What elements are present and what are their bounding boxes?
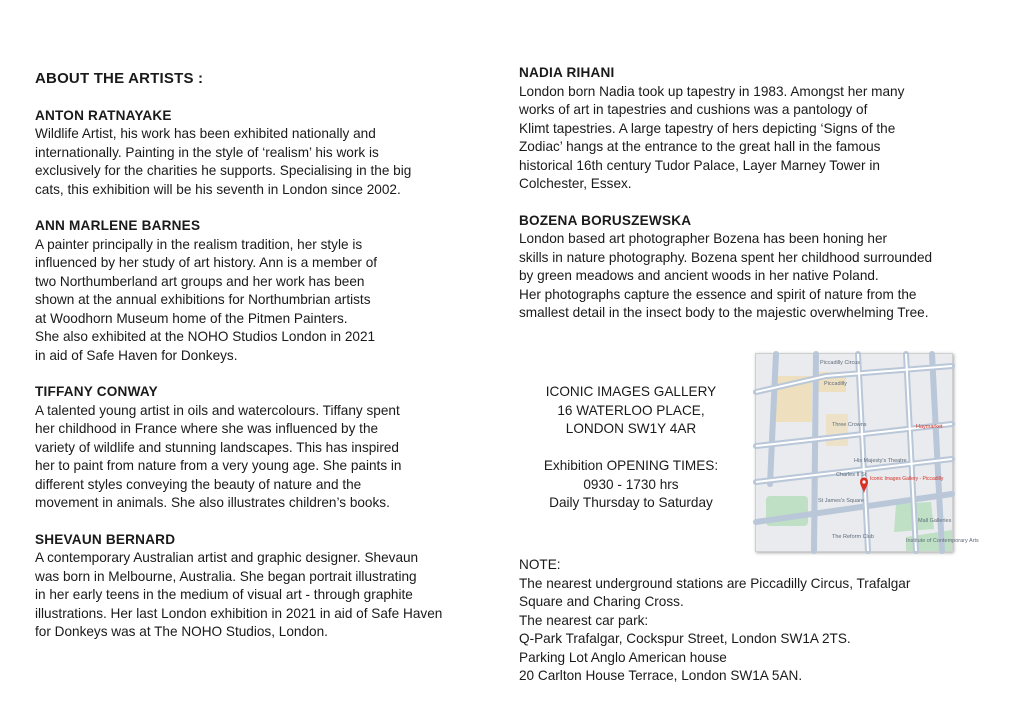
map-label-haymarket: Haymarket <box>916 424 943 430</box>
artist-bio-line: London based art photographer Bozena has been honing her <box>519 231 888 246</box>
page-title: ABOUT THE ARTISTS : <box>35 70 204 87</box>
artist-bio-line: her to paint from nature from a very young age. She paints in <box>35 458 402 473</box>
artist-name: ANTON RATNAYAKE <box>35 107 172 123</box>
artist-block <box>519 212 979 323</box>
artist-name: SHEVAUN BERNARD <box>35 531 176 547</box>
artist-bio-line: She also exhibited at the NOHO Studios London in 2021 <box>35 329 376 344</box>
right-column <box>519 64 979 341</box>
artist-bio-line: cats, this exhibition will be his seventh in London since 2002. <box>35 181 401 197</box>
artist-name: NADIA RIHANI <box>519 65 615 80</box>
artist-block <box>35 531 475 642</box>
map-label-charles-ii-st: Charles II St <box>836 472 867 478</box>
artist-name: ANN MARLENE BARNES <box>35 218 201 233</box>
artist-bio-line: illustrations. Her last London exhibition in 2021 in aid of Safe Haven <box>35 605 443 621</box>
note-lines <box>519 575 989 686</box>
artist-block <box>35 217 475 365</box>
artist-bio <box>35 236 475 366</box>
artist-bio-line: Her photographs capture the essence and spirit of nature from the <box>519 286 917 302</box>
map-label-reform-club: The Reform Club <box>832 534 874 540</box>
artist-bio-line: for Donkeys was at The NOHO Studios, London. <box>35 624 328 639</box>
artist-bio-line: movement in animals. She also illustrates children’s books. <box>35 495 390 510</box>
artist-bio-line: exclusively for the charities he supports. Specialising in the big <box>35 163 412 178</box>
poi-block <box>826 414 848 446</box>
artist-bio-line: by green meadows and ancient woods in her native Poland. <box>519 268 879 283</box>
map-label-piccadilly-circus: Piccadilly Circus <box>820 360 861 366</box>
note-line: 20 Carlton House Terrace, London SW1A 5AN. <box>519 668 803 683</box>
map-label-institute: Institute of Contemporary Arts <box>906 538 979 544</box>
map-label-piccadilly: Piccadilly <box>824 381 847 387</box>
gallery-street: 16 WATERLOO PLACE, <box>557 402 705 418</box>
map-label-gallery: Iconic Images Gallery - Piccadilly <box>870 476 944 482</box>
artist-block <box>35 107 475 200</box>
note-line: Parking Lot Anglo American house <box>519 649 727 665</box>
artist-bio-line: at Woodhorn Museum home of the Pitmen Painters. <box>35 310 348 326</box>
artist-bio-line: smallest detail in the insect body to the majestic overwhelming Tree. <box>519 305 929 320</box>
map-label-st-james-square: St James's Square <box>818 498 864 504</box>
artist-bio-line: two Northumberland art groups and her work has been <box>35 273 365 289</box>
artist-bio-line: Wildlife Artist, his work has been exhibited nationally and <box>35 126 376 141</box>
artist-bio-line: in her early teens in the medium of visual art - through graphite <box>35 587 413 602</box>
location-map[interactable] <box>755 353 979 552</box>
artist-bio-line: internationally. Painting in the style of ‘realism’ his work is <box>35 144 379 160</box>
artist-bio <box>35 402 475 513</box>
artist-name: TIFFANY CONWAY <box>35 384 158 399</box>
artist-bio-line: Zodiac’ hangs at the entrance to the great hall in the famous <box>519 139 881 154</box>
artist-name: BOZENA BORUSZEWSKA <box>519 212 692 228</box>
artist-bio-line: works of art in tapestries and cushions was a pantology of <box>519 102 868 117</box>
artist-bio-line: shown at the annual exhibitions for Northumbrian artists <box>35 292 371 307</box>
artist-bio <box>519 230 979 323</box>
artist-bio-line: influenced by her study of art history. Ann is a member of <box>35 255 378 270</box>
artist-bio-line: skills in nature photography. Bozena spent her childhood surrounded <box>519 249 933 265</box>
map-label-mall-galleries: Mall Galleries <box>918 518 952 524</box>
artist-bio-line: variety of wildlife and stunning landscapes. This has inspired <box>35 439 399 455</box>
left-artist-list <box>35 107 475 642</box>
artist-bio-line: was born in Melbourne, Australia. She began portrait illustrating <box>35 568 417 584</box>
left-column <box>35 70 475 660</box>
note-heading: NOTE: <box>519 557 561 572</box>
opening-hours: 0930 - 1730 hrs <box>583 476 679 492</box>
map-label-his-majestys-theatre: His Majesty's Theatre <box>854 458 907 464</box>
opening-times-heading: Exhibition OPENING TIMES: <box>543 458 719 473</box>
note-section <box>519 556 989 686</box>
artist-bio-line: different styles conveying the beauty of nature and the <box>35 476 362 492</box>
artist-bio-line: A painter principally in the realism tradition, her style is <box>35 236 363 252</box>
note-line: The nearest car park: <box>519 612 649 628</box>
opening-days: Daily Thursday to Saturday <box>549 495 713 510</box>
map-graphic <box>756 354 979 551</box>
artist-bio-line: A talented young artist in oils and watercolours. Tiffany spent <box>35 402 400 418</box>
gallery-name: ICONIC IMAGES GALLERY <box>545 384 717 399</box>
artist-bio <box>35 125 475 199</box>
artist-bio-line: in aid of Safe Haven for Donkeys. <box>35 347 238 363</box>
map-label-three-crowns: Three Crowns <box>832 422 867 428</box>
artist-bio-line: London born Nadia took up tapestry in 1983. Amongst her many <box>519 83 905 99</box>
note-line: Square and Charing Cross. <box>519 594 684 609</box>
artist-bio <box>519 83 979 194</box>
gallery-info <box>520 383 742 513</box>
artist-block <box>519 64 979 194</box>
gallery-city: LONDON SW1Y 4AR <box>565 421 697 436</box>
artist-bio-line: her childhood in France where she was influenced by the <box>35 421 379 436</box>
artist-bio-line: A contemporary Australian artist and graphic designer. Shevaun <box>35 550 419 565</box>
artist-bio <box>35 549 475 642</box>
note-line: The nearest underground stations are Piccadilly Circus, Trafalgar <box>519 575 911 591</box>
artist-block <box>35 383 475 513</box>
right-artist-list <box>519 64 979 323</box>
note-line: Q-Park Trafalgar, Cockspur Street, London SW1A 2TS. <box>519 631 851 646</box>
artist-bio-line: historical 16th century Tudor Palace, Layer Marney Tower in <box>519 157 880 173</box>
artist-bio-line: Colchester, Essex. <box>519 176 632 191</box>
artist-bio-line: Klimt tapestries. A large tapestry of hers depicting ‘Signs of the <box>519 120 896 136</box>
